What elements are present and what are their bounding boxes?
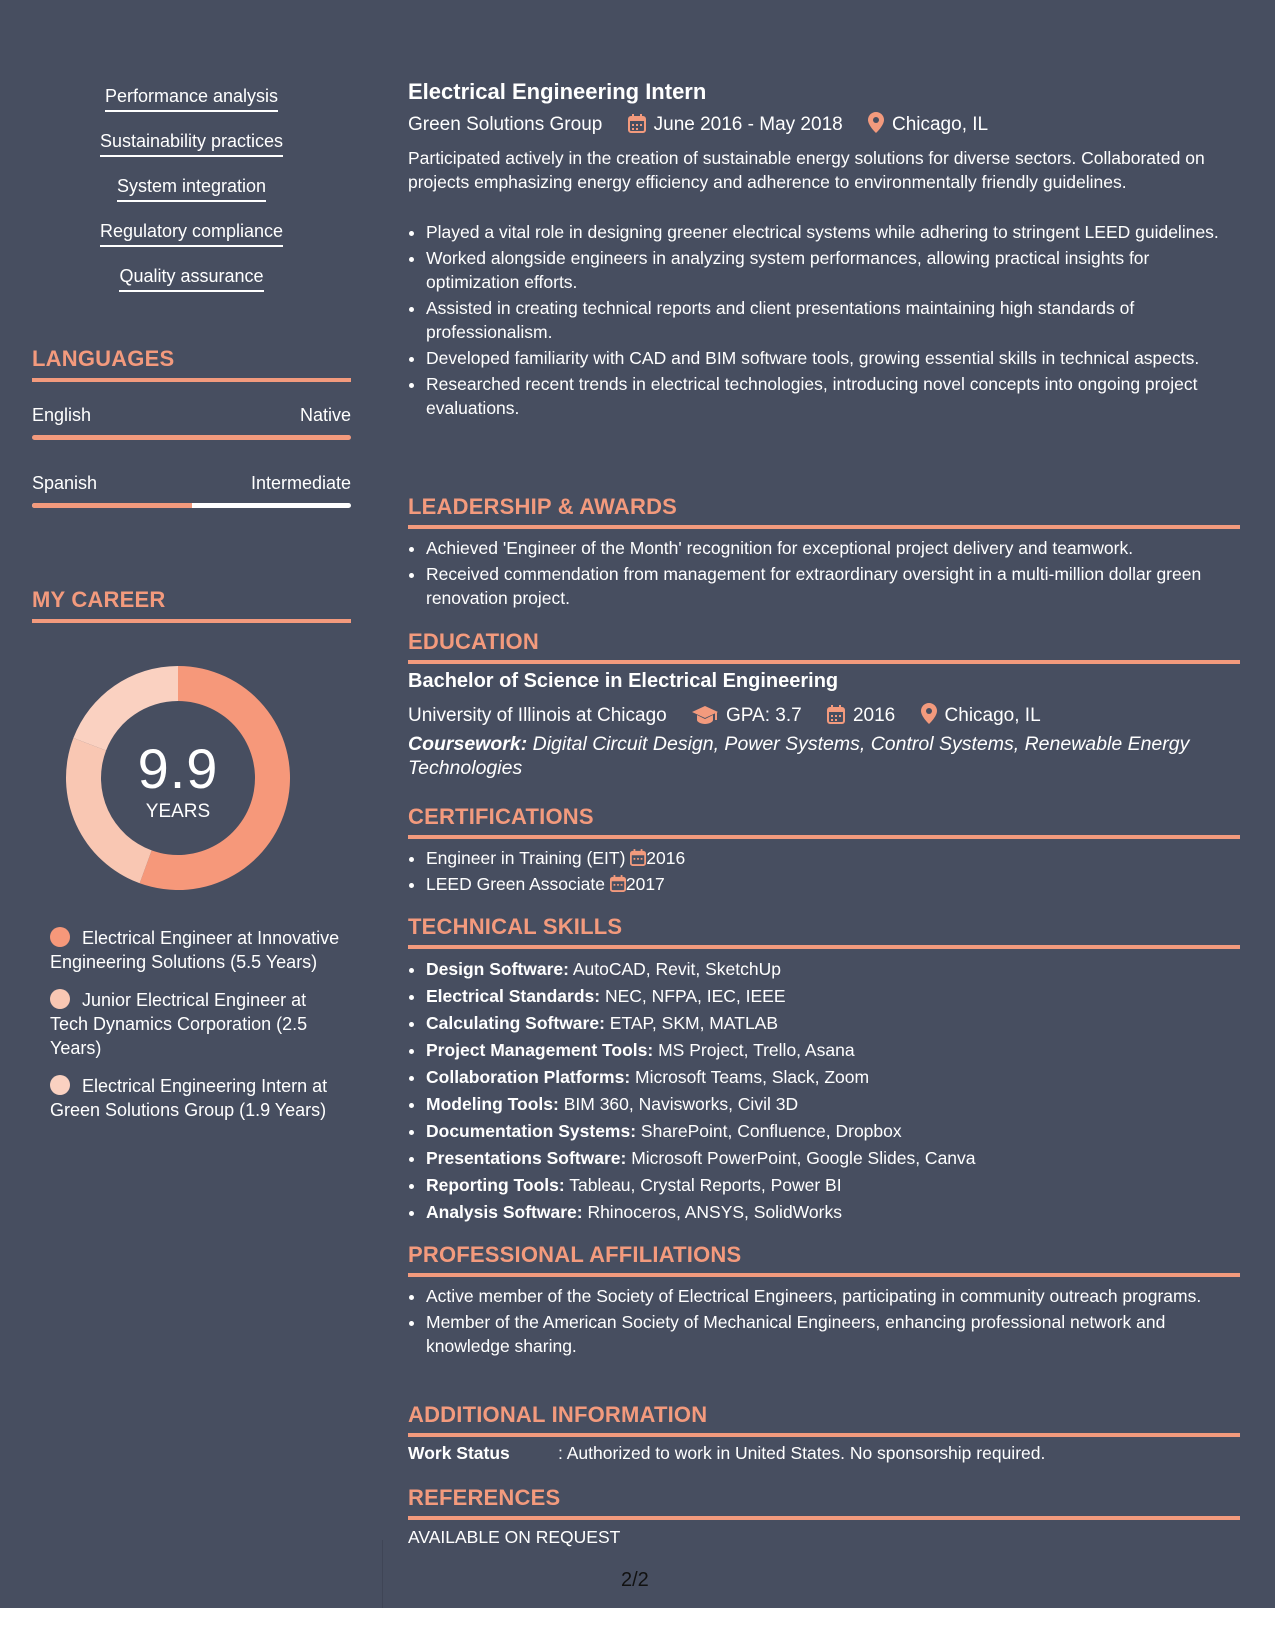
leadership-list (408, 536, 1246, 612)
affiliations-list (408, 1284, 1246, 1360)
page-number: 2/2 (621, 1569, 649, 1591)
legend-dot-icon (50, 1075, 70, 1095)
leadership-item: • Achieved 'Engineer of the Month' recognition for exceptional project delivery and teamwork. (426, 536, 1246, 560)
technical-skill-item: • Modeling Tools: BIM 360, Navisworks, Civil 3D (426, 1091, 1246, 1118)
education-location: Chicago, IL (944, 705, 1041, 726)
language-proficiency-bar (32, 435, 351, 440)
column-divider (382, 1540, 383, 1608)
skills-list (32, 86, 351, 311)
career-item: Electrical Engineer at Innovative Engineering Solutions (5.5 Years) (50, 928, 340, 972)
certifications-heading: CERTIFICATIONS (408, 804, 1240, 839)
technical-skill-item: • Project Management Tools: MS Project, Trello, Asana (426, 1037, 1246, 1064)
technical-skill-item: • Design Software: AutoCAD, Revit, SketchUp (426, 956, 1246, 983)
career-item: Junior Electrical Engineer at Tech Dynamics Corporation (2.5 Years) (50, 990, 308, 1058)
job-bullet: • Assisted in creating technical reports and client presentations maintaining high standards of professionalism. (426, 296, 1246, 344)
skill-item: Quality assurance (32, 266, 351, 311)
skill-item: Performance analysis (32, 86, 351, 131)
languages-heading: LANGUAGES (32, 346, 351, 382)
heading-rule (408, 1516, 1240, 1520)
job-bullet: • Developed familiarity with CAD and BIM software tools, growing essential skills in technical aspects. (426, 346, 1246, 370)
language-name: English (32, 405, 92, 425)
references-text: AVAILABLE ON REQUEST (408, 1527, 621, 1547)
education-heading: EDUCATION (408, 629, 1240, 664)
technical-skill-item: • Electrical Standards: NEC, NFPA, IEC, IEEE (426, 983, 1246, 1010)
language-name: Spanish (32, 473, 98, 493)
technical-skill-item: • Documentation Systems: SharePoint, Confluence, Dropbox (426, 1118, 1246, 1145)
work-status-value: : Authorized to work in United States. No sponsorship required. (558, 1443, 1046, 1463)
career-donut-chart (66, 666, 290, 890)
certification-item: • Engineer in Training (EIT) 2016 (426, 846, 1246, 870)
heading-rule (408, 945, 1240, 949)
legend-dot-icon (50, 989, 70, 1009)
calendar-icon (610, 874, 626, 894)
career-item: Electrical Engineering Intern at Green Solutions Group (1.9 Years) (50, 1076, 328, 1120)
language-proficiency-bar (32, 503, 351, 508)
job-bullet: • Researched recent trends in electrical technologies, introducing novel concepts into ongoing project evaluations. (426, 372, 1246, 420)
work-status (408, 1443, 1045, 1464)
skill-item: Sustainability practices (32, 131, 351, 176)
education-meta (408, 703, 1041, 727)
skill-item: System integration (32, 176, 351, 221)
career-list (50, 926, 340, 1136)
job-summary: Participated actively in the creation of sustainable energy solutions for diverse sectors. Collaborated on projects emphasizing energy efficiency and adherence to environmentally friendly guidelines. (408, 148, 1205, 192)
job-company: Green Solutions Group (408, 114, 603, 135)
proficiency-fill (32, 435, 351, 440)
language-level: Intermediate (250, 473, 351, 493)
references-heading: REFERENCES (408, 1485, 1240, 1520)
technical-skill-item: • Reporting Tools: Tableau, Crystal Reports, Power BI (426, 1172, 1246, 1199)
job-bullet: • Worked alongside engineers in analyzing system performances, allowing practical insights for optimization efforts. (426, 246, 1246, 294)
heading-rule (408, 1433, 1240, 1437)
job-dates: June 2016 - May 2018 (653, 114, 843, 135)
career-years-label: YEARS (145, 801, 211, 822)
job-bullet: • Played a vital role in designing greener electrical systems while adhering to stringent LEED guidelines. (426, 220, 1246, 244)
affiliation-item: • Member of the American Society of Mechanical Engineers, enhancing professional network and knowledge sharing. (426, 1310, 1246, 1358)
technical-skill-item: • Collaboration Platforms: Microsoft Teams, Slack, Zoom (426, 1064, 1246, 1091)
calendar-icon (628, 114, 654, 135)
heading-rule (408, 660, 1240, 664)
location-pin-icon (868, 114, 892, 135)
location-pin-icon (921, 705, 945, 726)
certification-item: • LEED Green Associate 2017 (426, 872, 1246, 896)
proficiency-fill (32, 503, 192, 508)
leadership-item: • Received commendation from management for extraordinary oversight in a multi-million dollar green renovation project. (426, 562, 1246, 610)
career-years-value: 9.9 (137, 737, 219, 800)
technical-skill-item: • Presentations Software: Microsoft PowerPoint, Google Slides, Canva (426, 1145, 1246, 1172)
technical-skills-list (408, 956, 1246, 1226)
technical-skill-item: • Calculating Software: ETAP, SKM, MATLAB (426, 1010, 1246, 1037)
language-level: Native (299, 405, 351, 425)
affiliations-heading: PROFESSIONAL AFFILIATIONS (408, 1242, 1240, 1277)
coursework: Coursework: Digital Circuit Design, Power Systems, Control Systems, Renewable Energy Technologies (408, 733, 1190, 779)
work-status-label: Work Status (408, 1443, 510, 1463)
certifications-list (408, 846, 1246, 898)
legend-dot-icon (50, 927, 70, 947)
technical-skills-heading: TECHNICAL SKILLS (408, 914, 1240, 949)
job-bullets (408, 220, 1246, 422)
career-heading: MY CAREER (32, 587, 351, 623)
heading-rule (408, 525, 1240, 529)
job-meta (408, 112, 988, 136)
degree-title: Bachelor of Science in Electrical Engineering (408, 670, 839, 692)
calendar-icon (827, 705, 853, 726)
heading-rule (408, 1273, 1240, 1277)
heading-rule (32, 619, 351, 623)
affiliation-item: • Active member of the Society of Electrical Engineers, participating in community outreach programs. (426, 1284, 1246, 1308)
graduation-year: 2016 (852, 705, 896, 726)
calendar-icon (630, 848, 646, 868)
job-title: Electrical Engineering Intern (408, 79, 707, 104)
graduation-cap-icon (692, 705, 726, 726)
job-location: Chicago, IL (891, 114, 989, 135)
school-name: University of Illinois at Chicago (408, 705, 667, 726)
gpa: GPA: 3.7 (726, 705, 802, 726)
heading-rule (408, 835, 1240, 839)
leadership-heading: LEADERSHIP & AWARDS (408, 494, 1240, 529)
additional-info-heading: ADDITIONAL INFORMATION (408, 1402, 1240, 1437)
technical-skill-item: • Analysis Software: Rhinoceros, ANSYS, SolidWorks (426, 1199, 1246, 1226)
heading-rule (32, 378, 351, 382)
skill-item: Regulatory compliance (32, 221, 351, 266)
